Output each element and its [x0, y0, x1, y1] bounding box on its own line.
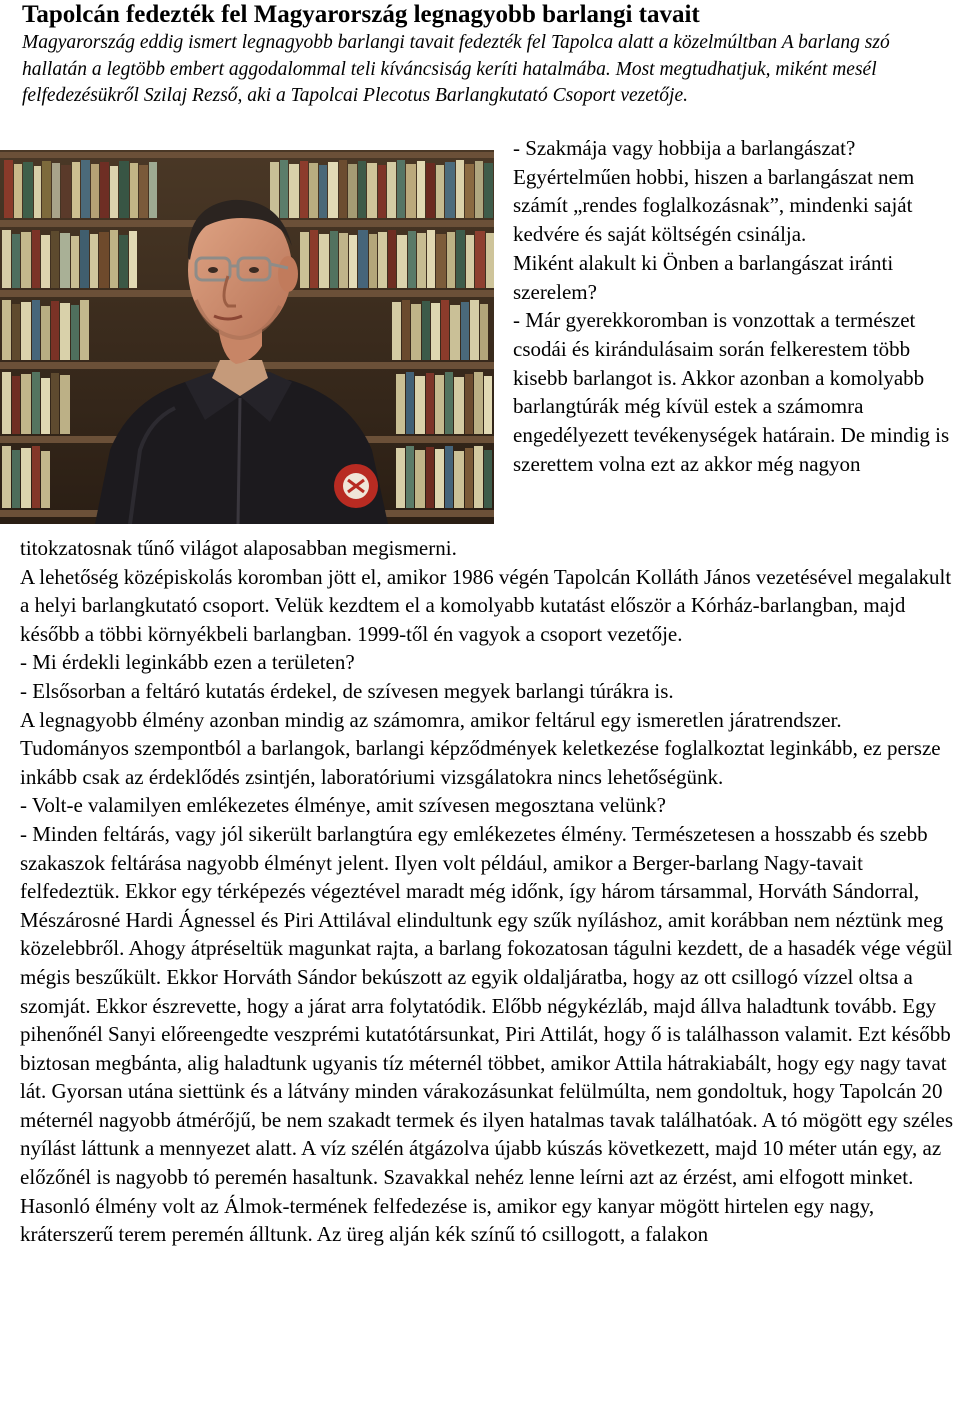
- body-paragraph: titokzatosnak tűnő világot alaposabban megismerni.: [20, 536, 457, 560]
- interview-side-column: [513, 134, 953, 478]
- body-paragraph: - Mi érdekli leginkább ezen a területen?: [20, 650, 355, 675]
- portrait-photo-icon: [0, 150, 494, 524]
- body-paragraph: - Volt-e valamilyen emlékezetes élménye, amit szívesen megosztana velünk?: [20, 793, 666, 818]
- side-paragraph: - Szakmája vagy hobbija a barlangászat?: [513, 136, 856, 160]
- body-paragraph: A lehetőség középiskolás koromban jött el, amikor 1986 végén Tapolcán Kolláth János vezetésével megalakult a helyi barlangkutató csoport. Velük kezdtem el a komolyabb kutatást először a Kórház-barlangban, majd később a többi környékbeli barlangban. 1999-től én vagyok a csoport vezetője.: [20, 564, 952, 646]
- body-paragraph: A legnagyobb élmény azonban mindig az számomra, amikor feltárul egy ismeretlen járatrendszer.: [20, 707, 842, 732]
- article-title: Tapolcán fedezték fel Magyarország legnagyobb barlangi tavait: [22, 1, 700, 28]
- body-paragraph: - Minden feltárás, vagy jól sikerült barlangtúra egy emlékezetes élmény. Természetesen a hosszabb és szebb szakaszok feltárása nagyobb élményt jelent. Ilyen volt például, amikor a Berger-barlang Nagy-tavait felfedeztük. Ekkor egy térképezés végeztével maradt még időnk, így három társammal, Horváth Sándorral, Mészárosné Hardi Ágnessel és Piri Attilával elindultunk egy szűk nyíláshoz, amit korábban nem néztünk meg közelebbről. Ahogy átpréseltük magunkat rajta, a barlang fokozatosan tágulni kezdett, de a hasadék vége végül mégis beszűkült. Ekkor Horváth Sándor bekúszott az egyik oldaljáratba, hogy az ott csillogó vízzel oltsa a szomját. Ekkor észrevette, hogy a járat arra folytatódik. Előbb négykézláb, majd állva haladtunk tovább. Egy pihenőnél Sanyi előreengedte veszprémi kutatótársunkat, Piri Attilát, hogy ő is találhasson valamit. Ezt később biztosan megbánta, alig haladtunk ugyanis tíz méternél többet, amikor Attila hátrakiabált, hogy egy nagy tavat lát. Gyorsan utána siettünk és a látvány minden várakozásunkat felülmúlta, nem gondoltuk, hogy Tapolcán 20 méternél nagyobb átmérőjű, be nem szakadt termek és ilyen hatalmas tavak találhatóak. A tó mögött egy széles nyílást láttunk a mennyezet alatt. A víz szélén átgázolva újabb kúszás következett, majd 10 méter után egy, az előzőnél is nagyobb tó peremén hasaltunk. Szavakkal nehéz lenne leírni azt az érzést, ami elfogott minket.: [20, 821, 954, 1190]
- body-paragraph: Hasonló élmény volt az Álmok-termének felfedezése is, amikor egy kanyar mögött hirtelen egy nagy, kráterszerű terem peremén álltunk. Az üreg alján kék színű tó csillogott, a falakon: [20, 1193, 875, 1247]
- side-paragraph: Egyértelműen hobbi, hiszen a barlangászat nem számít „rendes foglalkozásnak”, mindenki saját kedvére és saját költségén csinálja.: [513, 164, 915, 247]
- side-paragraph: Miként alakult ki Önben a barlangászat iránti szerelem?: [513, 250, 894, 304]
- interview-body: [20, 534, 955, 1249]
- side-paragraph: - Már gyerekkoromban is vonzottak a természet csodái és kirándulásaim során felkerestem több kisebb barlangot is. Akkor azonban a komolyabb barlangtúrák még kívül estek a számomra engedélyezett tevékenységek határain. De mindig is szerettem volna ezt az akkor még nagyon: [513, 308, 950, 476]
- body-paragraph: Tudományos szempontból a barlangok, barlangi képződmények keletkezése foglalkoztat leginkább, ez persze inkább csak az érdeklődés zsintjén, laboratóriumi vizsgálatokra nincs lehetőségünk.: [20, 736, 941, 789]
- body-paragraph: - Elsősorban a feltáró kutatás érdekel, de szívesen megyek barlangi túrákra is.: [20, 678, 674, 703]
- portrait-photo: [0, 150, 494, 524]
- article-lead: Magyarország eddig ismert legnagyobb barlangi tavait fedezték fel Tapolca alatt a közelmúltban A barlang szó hallatán a legtöbb embert aggodalommal teli kíváncsiság keríti hatalmába. Most megtudhatjuk, miként mesél felfedezésükről Szilaj Rezső, aki a Tapolcai Plecotus Barlangkutató Csoport vezetője.: [22, 32, 890, 106]
